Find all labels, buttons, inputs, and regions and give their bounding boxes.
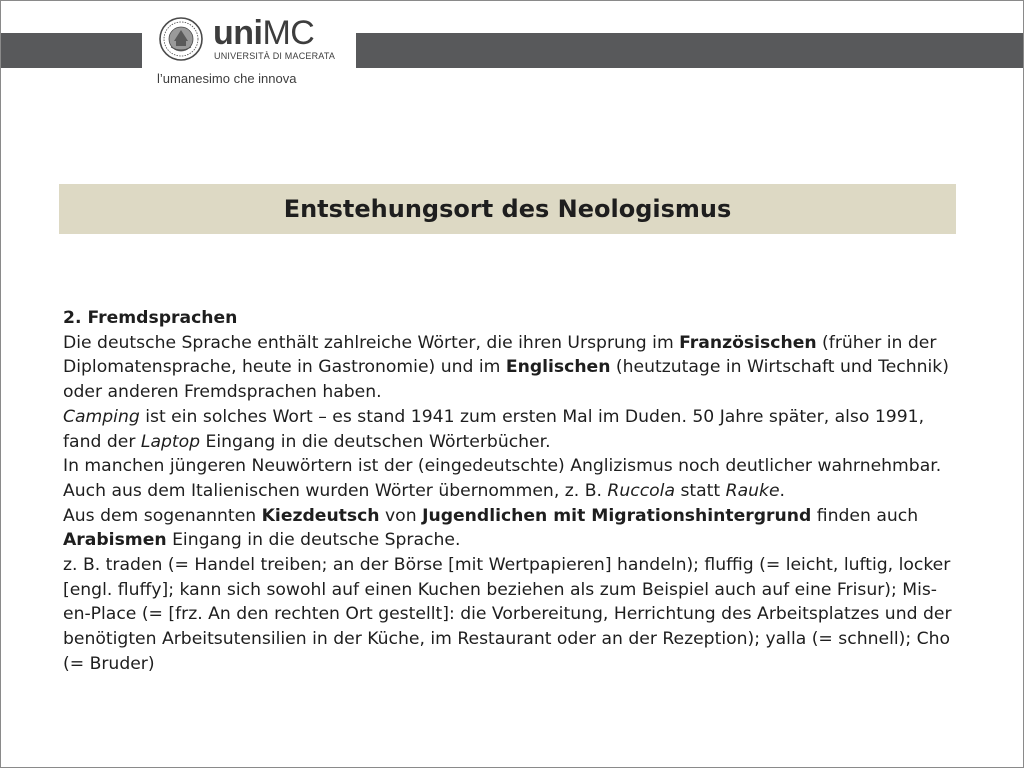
section-heading: 2. Fremdsprachen [63,308,238,328]
slide-title: Entstehungsort des Neologismus [283,195,732,223]
paragraph-kiezdeutsch: Aus dem sogenannten Kiezdeutsch von Jugendlichen mit Migrationshintergrund finden auch Arabismen Eingang in die deutsche Sprache. [63,505,919,551]
university-seal-icon [159,17,203,61]
header-bar-left [1,33,142,68]
paragraph-italian: Auch aus dem Italienischen wurden Wörter übernommen, z. B. Ruccola statt Rauke. [63,480,785,501]
header-bar-right [356,33,1023,68]
slide-body [63,306,963,677]
title-banner [59,184,956,234]
brand-wordmark: uniMC [213,14,315,52]
paragraph-examples: Camping ist ein solches Wort – es stand 1941 zum ersten Mal im Duden. 50 Jahre später, also 1991, fand der Laptop Eingang in die deutschen Wörterbücher. [63,406,925,452]
paragraph-word-list: z. B. traden (= Handel treiben; an der Börse [mit Wertpapieren] handeln); fluffig (= leicht, luftig, locker [engl. fluffy]; kann sich sowohl auf einen Kuchen beziehen als zum Beispiel auch auf eine Frisur); Mis-en-Place (= [frz. An den rechten Ort gestellt]: die Vorbereitung, Herrichtung des Arbeitsplatzes und der benötigten Arbeitsutensilien in der Küche, im Restaurant oder an der Rezeption); yalla (= schnell); Cho (= Bruder) [63,555,952,674]
university-name: UNIVERSITÀ DI MACERATA [214,51,336,61]
paragraph-origins: Die deutsche Sprache enthält zahlreiche Wörter, die ihren Ursprung im Französischen (früher in der Diplomatensprache, heute in Gastronomie) und im Englischen (heutzutage in Wirtschaft und Technik) oder anderen Fremdsprachen haben. [63,332,949,403]
tagline: l’umanesimo che innova [157,71,297,86]
university-logo [151,15,351,91]
paragraph-anglicism: In manchen jüngeren Neuwörtern ist der (eingedeutschte) Anglizismus noch deutlicher wahrnehmbar. [63,456,942,477]
